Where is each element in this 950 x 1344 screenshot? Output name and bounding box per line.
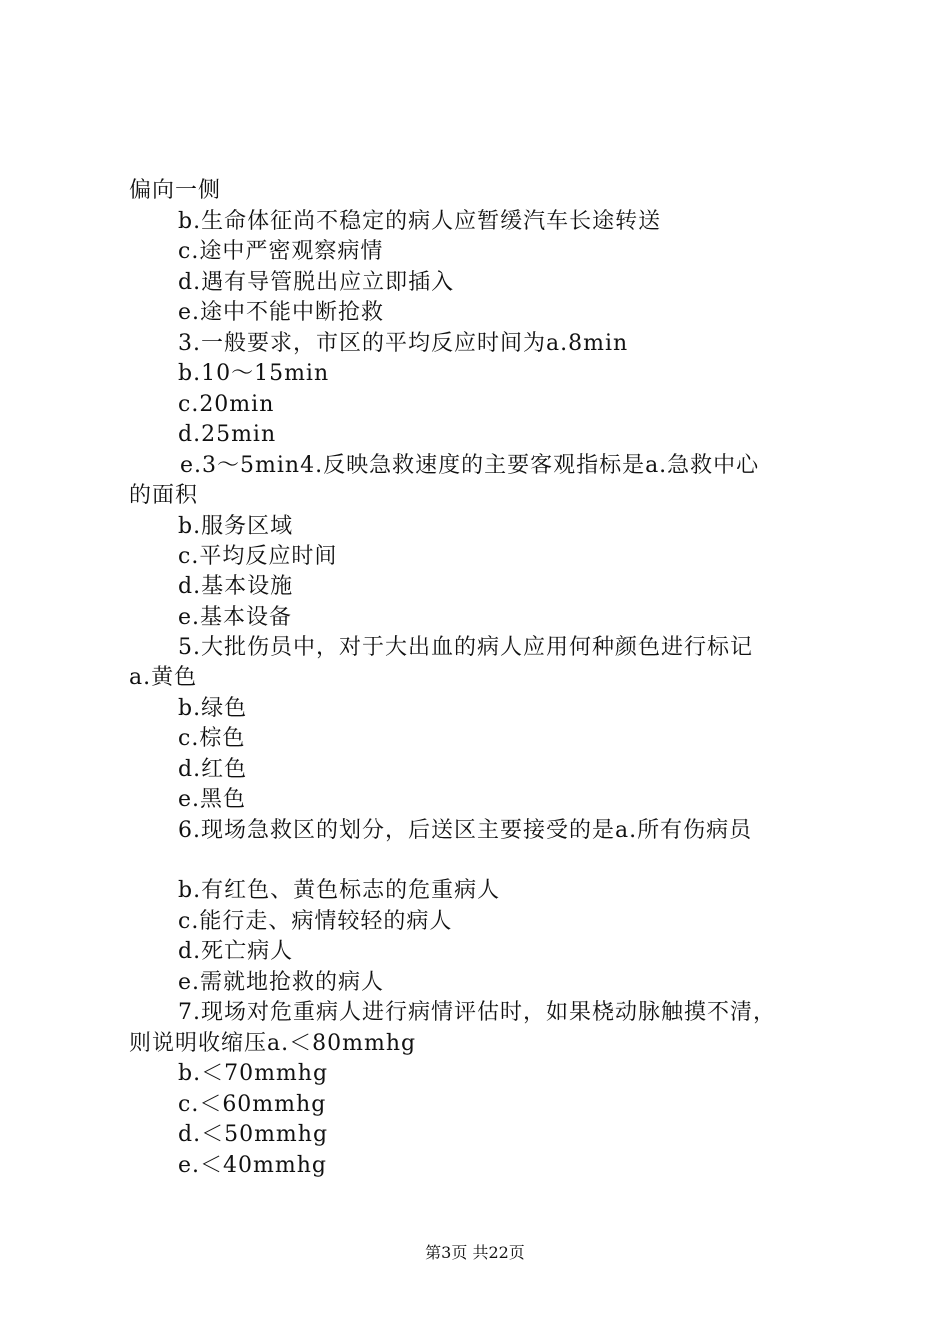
text-line: e.黑色 — [178, 787, 247, 812]
text-line: 的面积 — [129, 483, 199, 508]
text-line: e.途中不能中断抢救 — [178, 300, 385, 325]
text-line: 偏向一侧 — [129, 178, 222, 203]
text-line: 5.大批伤员中，对于大出血的病人应用何种颜色进行标记 — [178, 635, 753, 660]
text-line: e.3～5min4.反映急救速度的主要客观指标是a.急救中心 — [180, 453, 760, 478]
text-line: c.棕色 — [178, 726, 246, 751]
text-line: d.红色 — [178, 757, 248, 782]
text-line: d.死亡病人 — [178, 939, 294, 964]
text-line: d.＜50mmhg — [178, 1122, 329, 1147]
text-line: e.＜40mmhg — [178, 1153, 327, 1178]
text-line: e.基本设备 — [178, 605, 293, 630]
text-line: b.服务区域 — [178, 514, 294, 539]
text-line: e.需就地抢救的病人 — [178, 970, 385, 995]
text-line: d.25min — [178, 422, 277, 447]
text-line: a.黄色 — [129, 665, 198, 690]
text-line: b.生命体征尚不稳定的病人应暂缓汽车长途转送 — [178, 209, 662, 234]
text-line: 7.现场对危重病人进行病情评估时，如果桡动脉触摸不清， — [178, 1000, 776, 1025]
text-line: b.10～15min — [178, 361, 330, 386]
text-line: 6.现场急救区的划分，后送区主要接受的是a.所有伤病员 — [178, 818, 753, 843]
text-line: c.途中严密观察病情 — [178, 239, 384, 264]
text-line: c.20min — [178, 392, 275, 417]
text-line: 3.一般要求，市区的平均反应时间为a.8min — [178, 331, 629, 356]
page-footer: 第3页 共22页 — [425, 1243, 525, 1262]
text-line: d.遇有导管脱出应立即插入 — [178, 270, 455, 295]
text-line: b.＜70mmhg — [178, 1061, 329, 1086]
text-line: c.平均反应时间 — [178, 544, 338, 569]
text-line: d.基本设施 — [178, 574, 294, 599]
text-line: b.有红色、黄色标志的危重病人 — [178, 878, 501, 903]
text-line: 则说明收缩压a.＜80mmhg — [129, 1031, 417, 1056]
text-line: c.＜60mmhg — [178, 1092, 327, 1117]
text-line: b.绿色 — [178, 696, 248, 721]
text-line: c.能行走、病情较轻的病人 — [178, 909, 453, 934]
